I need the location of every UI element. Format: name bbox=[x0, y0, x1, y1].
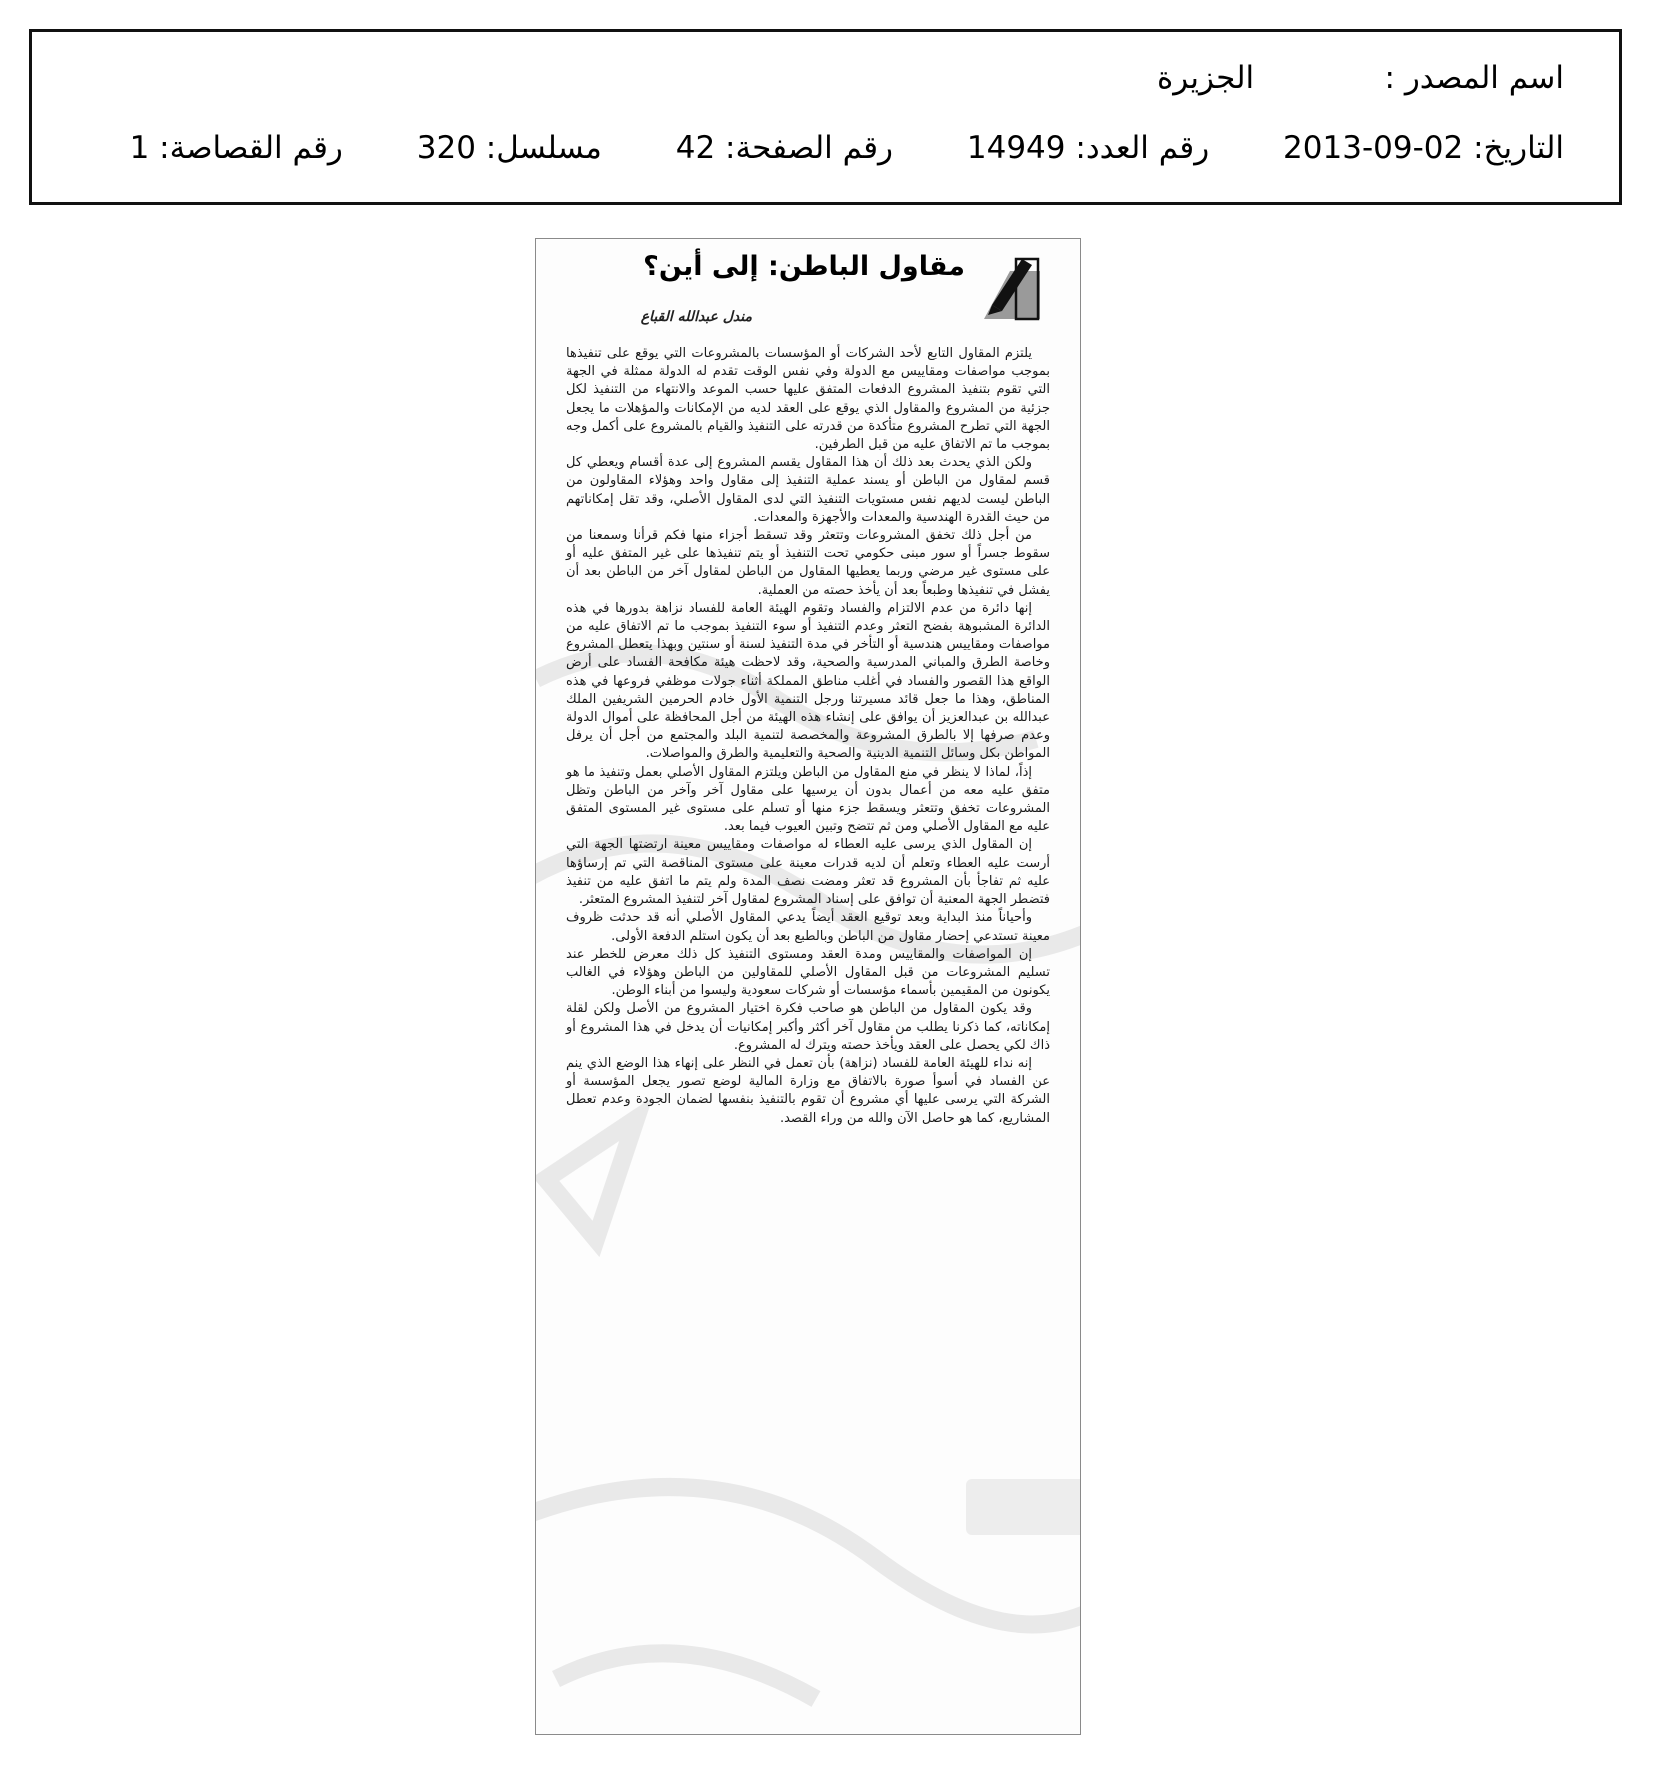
article-paragraph: وأحياناً منذ البداية وبعد توقيع العقد أيضاً يدعي المقاول الأصلي أنه قد حدثت ظروف معينة تستدعي إحضار مقاول من الباطن وبالطبع بعد أن يكون استلم الدفعة الأولى. bbox=[566, 910, 1050, 944]
article-author: مندل عبدالله القباع bbox=[640, 309, 752, 325]
article-paragraph: ولكن الذي يحدث بعد ذلك أن هذا المقاول يقسم المشروع إلى عدة أقسام ويعطي كل قسم لمقاول من الباطن أو يسند عملية التنفيذ إلى مقاول واحد وهؤلاء المقاولون من الباطن ليست لديهم نفس مستويات التنفيذ التي لدى المقاول الأصلي، وقد تقل إمكاناتهم من حيث القدرة الهندسية والمعدات والأجهزة والمعدات. bbox=[566, 455, 1050, 525]
article-body bbox=[566, 345, 1050, 1724]
article-paragraph: يلتزم المقاول التابع لأحد الشركات أو المؤسسات بالمشروعات التي يوقع على تنفيذها بموجب مواصفات ومقاييس مع الدولة وفي نفس الوقت تقدم له الدولة ممثلة في الجهة التي تقوم بتنفيذ المشروع الدفعات المتفق عليها حسب الموعد والانتهاء من التنفيذ لكل جزئية من المشروع والمقاول الذي يوقع على العقد لديه من الإمكانات والمؤهلات ما يجعل الجهة التي تطرح المشروع متأكدة من قدرته على التنفيذ والقيام بالمشروع على أكمل وجه بموجب ما تم الاتفاق عليه من قبل الطرفين. bbox=[566, 346, 1050, 453]
article-paragraph: إنه نداء للهيئة العامة للفساد (نزاهة) بأن تعمل في النظر على إنهاء هذا الوضع الذي ينم عن الفساد في أسوأ صورة بالاتفاق مع وزارة المالية لوضع تصور يجعل المؤسسة أو الشركة التي يرسى عليها أي مشروع أن تقوم بالتنفيذ بنفسها لضمان الجودة وعدم تعطل المشاريع، كما هو حاصل الآن والله من وراء القصد. bbox=[566, 1055, 1050, 1126]
source-row bbox=[1157, 60, 1564, 96]
article-paragraph: إن المقاول الذي يرسى عليه العطاء له مواصفات ومقاييس معينة ارتضتها الجهة التي أرست عليه العطاء وتعلم أن لديه قدرات معينة على مستوى المناقصة التي تم إرساؤها عليه ثم تفاجأ بأن المشروع قد تعثر ومضت نصف المدة ولم يتم ما اتفق عليه من تنفيذ فتضطر الجهة المعنية أن توافق على إسناد المشروع لمقاول آخر لتنفيذ المشروع المتعثر. bbox=[566, 837, 1050, 908]
serial-field: مسلسل: 320 bbox=[416, 130, 602, 166]
article-title: مقاول الباطن: إلى أين؟ bbox=[643, 251, 965, 282]
newspaper-clipping bbox=[535, 238, 1081, 1735]
pen-logo-icon bbox=[974, 251, 1042, 321]
article-paragraph: وقد يكون المقاول من الباطن هو صاحب فكرة اختيار المشروع من الأصل ولكن لقلة إمكاناته، كما ذكرنا يطلب من مقاول آخر أكثر وأكبر إمكانيات أن يدخل في هذا المشروع أو ذاك لكي يحصل على العقد ويأخذ حصته ويترك له المشروع. bbox=[566, 1001, 1050, 1053]
source-value: الجزيرة bbox=[1156, 60, 1255, 96]
issue-number-field: رقم العدد: 14949 bbox=[966, 130, 1210, 166]
date-field: التاريخ: 02-09-2013 bbox=[1283, 130, 1564, 166]
article-paragraph: إنها دائرة من عدم الالتزام والفساد وتقوم الهيئة العامة للفساد نزاهة بدورها في هذه الدائرة المشبوهة بفضح التعثر وعدم التنفيذ أو سوء التنفيذ بموجب ما تم الاتفاق عليه من مواصفات ومقاييس هندسية أو التأخر في مدة التنفيذ لسنة أو سنتين وبهذا يتعطل المشروع وخاصة الطرق والمباني المدرسية والصحية، وقد لاحظت هيئة مكافحة الفساد على أرض الواقع هذا القصور والفساد في أغلب مناطق المملكة أثناء جولات موظفي فروعها في هذه المناطق، وهذا ما جعل قائد مسيرتنا ورجل التنمية الأول خادم الحرمين الشريفين الملك عبدالله بن عبدالعزيز أن يوافق على إنشاء هذه الهيئة من أجل المحافظة على أموال الدولة وعدم صرفها إلا بالطرق المشروعة والمخصصة لتنمية البلد والمجتمع من أجل أن يرفل المواطن بكل وسائل التنمية الدينية والصحية والتعليمية والطرق والمواصلات. bbox=[566, 600, 1050, 762]
article-paragraph: من أجل ذلك تخفق المشروعات وتتعثر وقد تسقط أجزاء منها فكم قرأنا وسمعنا من سقوط جسراً أو سور مبنى حكومي تحت التنفيذ أو يتم تنفيذها على غير المتفق عليه أو على مستوى غير مرضي وربما يعطيها المقاول من الباطن لمقاول آخر من الباطن بعد أن يفشل في تنفيذها وطبعاً بعد أن يأخذ حصته من العملية. bbox=[566, 528, 1050, 598]
headline-area bbox=[536, 239, 1080, 349]
clipping-metadata-box bbox=[29, 29, 1622, 205]
article-paragraph: إذاً، لماذا لا ينظر في منع المقاول من الباطن ويلتزم المقاول الأصلي بعمل وتنفيذ ما هو متفق عليه معه من أعمال بدون أن يرسيها على مقاول آخر وآخر من الباطن وتظل المشروعات تخفق وتتعثر ويسقط جزء منها أو تسلم على مستوى غير المستوى المتفق عليه مع المقاول الأصلي ومن ثم تتضح وتبين العيوب فيما بعد. bbox=[566, 764, 1050, 835]
clip-number-field: رقم القصاصة: 1 bbox=[129, 130, 343, 166]
source-label: اسم المصدر : bbox=[1384, 60, 1564, 96]
article-paragraph: إن المواصفات والمقاييس ومدة العقد ومستوى التنفيذ كل ذلك معرض للخطر عند تسليم المشروعات من قبل المقاول الأصلي للمقاولين من الباطن وهؤلاء في الغالب يكونون من المقيمين بأسماء مؤسسات أو شركات سعودية وليسوا من أبناء الوطن. bbox=[566, 946, 1050, 999]
details-row bbox=[130, 130, 1564, 166]
page-number-field: رقم الصفحة: 42 bbox=[675, 130, 894, 166]
